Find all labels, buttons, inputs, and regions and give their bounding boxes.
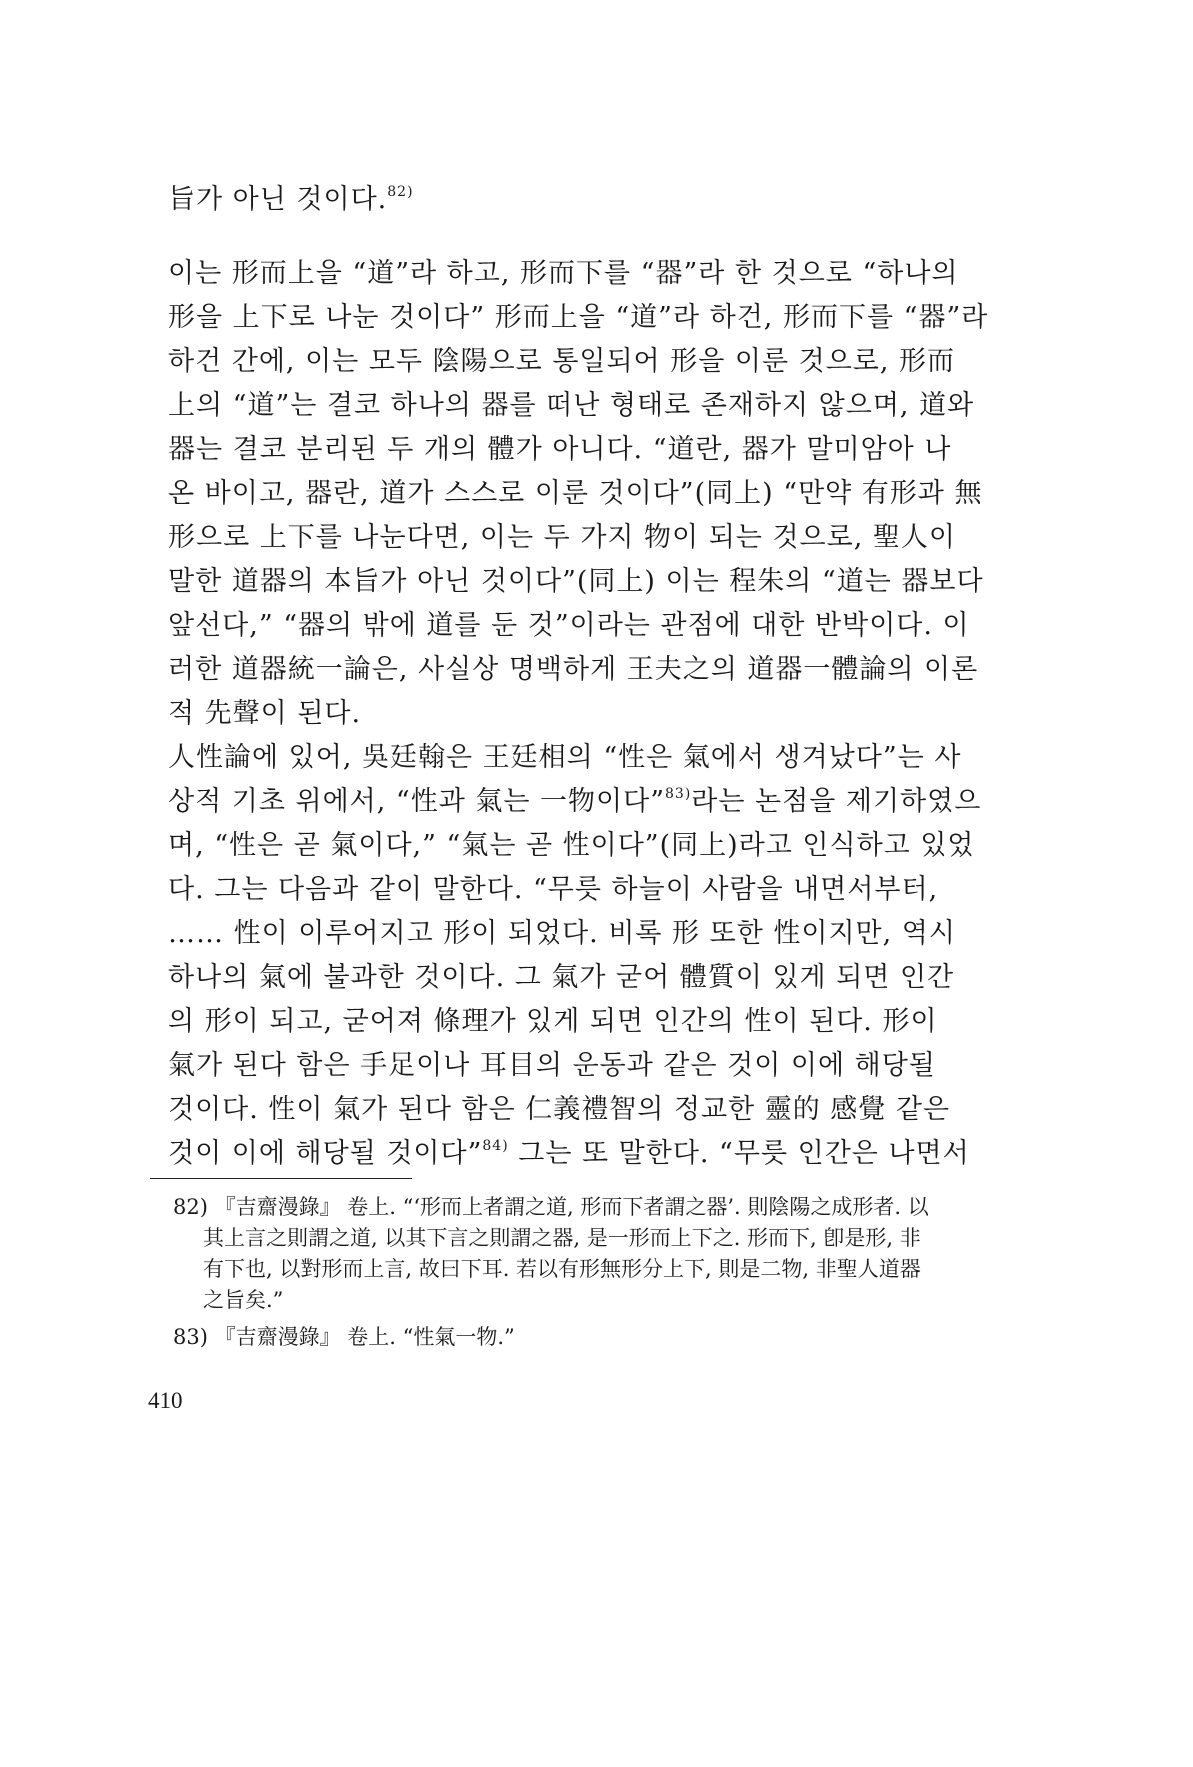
text-line: 하나의 氣에 불과한 것이다. 그 氣가 굳어 體質이 있게 되면 인간	[168, 962, 955, 993]
footnote-ref-84[interactable]: 84)	[482, 1138, 509, 1154]
text-line: 形으로 上下를 나눈다면, 이는 두 가지 物이 되는 것으로, 聖人이	[168, 522, 956, 553]
footnote-ref-82[interactable]: 82)	[387, 184, 414, 200]
text-line: 러한 道器統一論은, 사실상 명백하게 王夫之의 道器一體論의 이론	[168, 654, 979, 685]
text-line: …… 性이 이루어지고 形이 되었다. 비록 形 또한 性이지만, 역시	[168, 918, 956, 949]
text-line: 상적 기초 위에서, “性과 氣는 一物이다”$^{83)}$라는 논점을 제기하였으	[168, 786, 982, 817]
footnote-83: 83) 『吉齋漫錄』 卷上. “性氣一物.”	[173, 1325, 515, 1349]
text-line: 形을 上下로 나눈 것이다” 形而上을 “道”라 하건, 形而下를 “器”라	[168, 302, 989, 333]
text-line: 하건 간에, 이는 모두 陰陽으로 통일되어 形을 이룬 것으로, 形而	[168, 346, 956, 377]
footnotes	[173, 1192, 933, 1353]
text-line: 적 先聲이 된다.	[168, 698, 362, 729]
text-line: 人性論에 있어, 吳廷翰은 王廷相의 “性은 氣에서 생겨났다”는 사	[168, 742, 962, 773]
text-line: 旨가 아닌 것이다.$^{82)}$	[168, 184, 414, 215]
text-line: 말한 道器의 本旨가 아닌 것이다”(同上) 이는 程朱의 “道는 器보다	[168, 566, 984, 597]
text-line: 다. 그는 다음과 같이 말한다. “무릇 하늘이 사람을 내면서부터,	[168, 874, 939, 905]
footnote-line: 之旨矣.”	[203, 1288, 284, 1312]
text-line: 앞선다,” “器의 밖에 道를 둔 것”이라는 관점에 대한 반박이다. 이	[168, 610, 970, 641]
text-line: 의 形이 되고, 굳어져 條理가 있게 되면 인간의 性이 된다. 形이	[168, 1006, 938, 1037]
footnote-ref-83[interactable]: 83)	[665, 786, 692, 802]
page-number: 410	[148, 1388, 183, 1413]
text-line: 이는 形而上을 “道”라 하고, 形而下를 “器”라 한 것으로 “하나의	[168, 258, 959, 289]
footnote-line: 有下也, 以對形而上言, 故曰下耳. 若以有形無形分上下, 則是二物, 非聖人道器	[203, 1257, 921, 1281]
text-line: 氣가 된다 함은 手足이나 耳目의 운동과 같은 것이 이에 해당될	[168, 1050, 936, 1081]
footnote-rule	[150, 1178, 412, 1179]
footnote-line: 其上言之則謂之道, 以其下言之則謂之器, 是一形而上下之. 形而下, 卽是形, 非	[203, 1226, 921, 1250]
text-line: 것이다. 性이 氣가 된다 함은 仁義禮智의 정교한 靈的 感覺 같은	[168, 1094, 951, 1125]
footnote-line: 82) 『吉齋漫錄』 卷上. “‘形而上者謂之道, 形而下者謂之器’. 則陰陽之成形者. 以	[173, 1195, 929, 1219]
footnote-82	[173, 1192, 933, 1316]
text-line: 器는 결코 분리된 두 개의 體가 아니다. “道란, 器가 말미암아 나	[168, 434, 952, 465]
text-line: 온 바이고, 器란, 道가 스스로 이룬 것이다”(同上) “만약 有形과 無	[168, 478, 983, 509]
text-line: 上의 “道”는 결코 하나의 器를 떠난 형태로 존재하지 않으며, 道와	[168, 390, 975, 421]
text-line: 며, “性은 곧 氣이다,” “氣는 곧 性이다”(同上)라고 인식하고 있었	[168, 830, 975, 861]
text-line: 것이 이에 해당될 것이다”$^{84)}$ 그는 또 말한다. “무릇 인간은 나면서	[168, 1138, 970, 1169]
body-text	[168, 178, 989, 1176]
